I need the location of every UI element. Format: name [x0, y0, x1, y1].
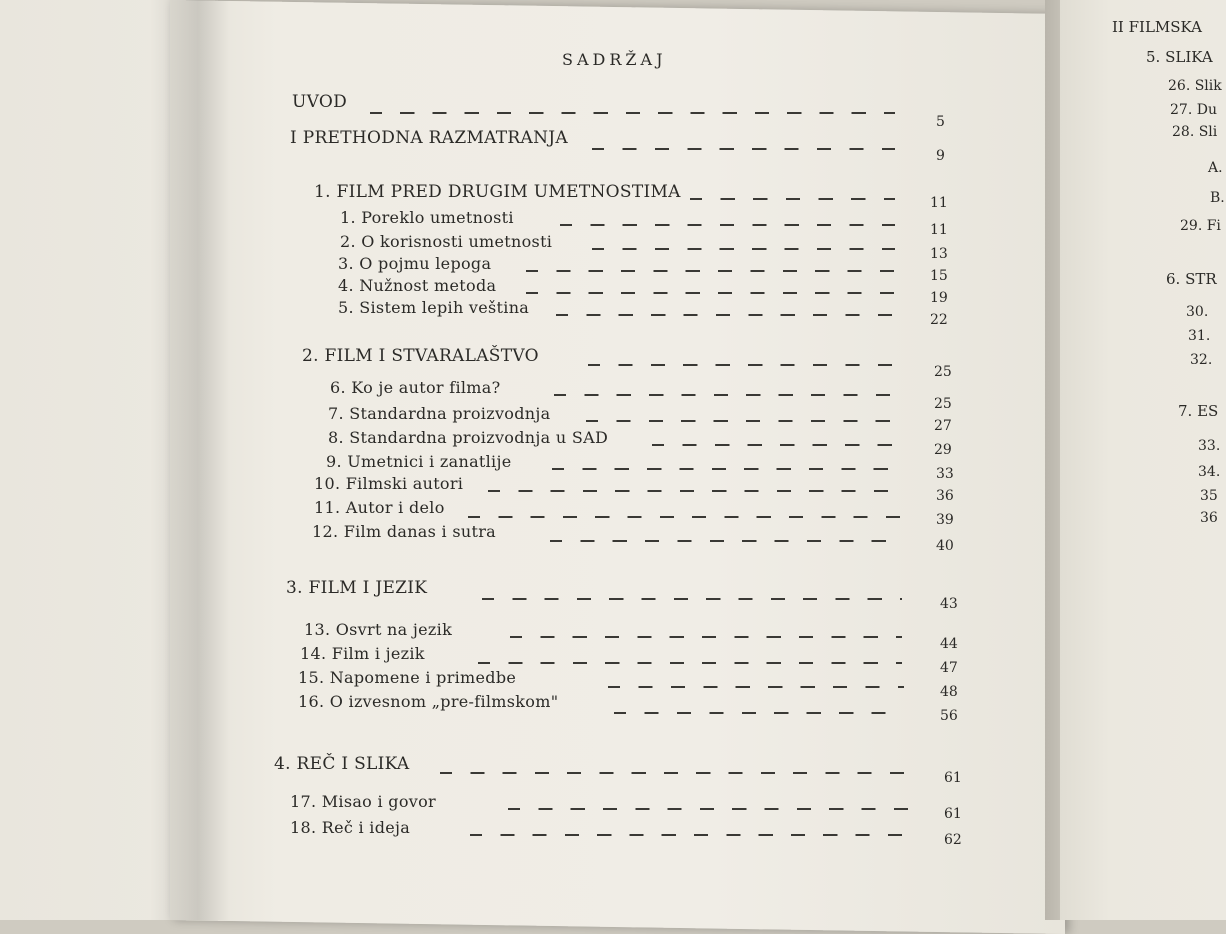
toc-entry-label: 6. Ko je autor filma? [330, 378, 501, 397]
leader-dashes [526, 270, 896, 272]
toc-entry-label: 4. REČ I SLIKA [274, 754, 410, 774]
leader-dashes [482, 598, 902, 600]
right-page-line: 26. Slik [1168, 78, 1222, 94]
toc-page-number: 36 [936, 488, 954, 504]
toc-entry-label: 4. Nužnost metoda [338, 276, 497, 295]
toc-page-number: 39 [936, 512, 954, 528]
toc-entry-label: 10. Filmski autori [314, 474, 464, 493]
toc-page-number: 47 [940, 660, 958, 676]
toc-page-number: 11 [930, 222, 948, 238]
toc-entry-label: 14. Film i jezik [300, 644, 425, 663]
right-page-line: 29. Fi [1180, 218, 1221, 234]
toc-page-number: 22 [930, 312, 948, 328]
leader-dashes [554, 394, 896, 396]
toc-page-number: 44 [940, 636, 958, 652]
right-page-line: B. [1210, 190, 1225, 206]
toc-entry-label: 16. O izvesnom „pre-filmskom" [298, 692, 559, 711]
right-page-line: 35 [1200, 488, 1218, 504]
leader-dashes [488, 490, 898, 492]
toc-page-number: 56 [940, 708, 958, 724]
toc-page-number: 25 [934, 364, 952, 380]
right-page-line: 33. [1198, 438, 1221, 454]
toc-entry-label: 12. Film danas i sutra [312, 522, 496, 541]
leader-dashes [588, 364, 896, 366]
toc-entry-label: 2. O korisnosti umetnosti [340, 232, 553, 251]
toc-page-number: 61 [944, 806, 962, 822]
leader-dashes [526, 292, 896, 294]
leader-dashes [614, 712, 904, 714]
toc-page-number: 29 [934, 442, 952, 458]
toc-entry-label: 17. Misao i govor [290, 792, 436, 811]
toc-page-number: 9 [936, 148, 945, 164]
right-page-line: 32. [1190, 352, 1213, 368]
toc-page-number: 62 [944, 832, 962, 848]
page-title: SADRŽAJ [562, 50, 667, 69]
leader-dashes [470, 834, 910, 836]
leader-dashes [690, 198, 895, 200]
right-page-line: A. [1208, 160, 1223, 176]
leader-dashes [560, 224, 895, 226]
toc-entry-label: 3. FILM I JEZIK [286, 578, 428, 598]
toc-page-number: 40 [936, 538, 954, 554]
leader-dashes [592, 248, 895, 250]
toc-page-number: 33 [936, 466, 954, 482]
leader-dashes [652, 444, 898, 446]
toc-entry-label: I PRETHODNA RAZMATRANJA [290, 128, 568, 148]
toc-page-number: 11 [930, 195, 948, 211]
leader-dashes [556, 314, 896, 316]
toc-entry-label: 8. Standardna proizvodnja u SAD [328, 428, 609, 447]
toc-entry-label: 3. O pojmu lepoga [338, 254, 492, 273]
toc-page-number: 5 [936, 114, 945, 130]
toc-entry-label: 1. FILM PRED DRUGIM UMETNOSTIMA [314, 182, 681, 202]
leader-dashes [440, 772, 906, 774]
toc-entry-label: 15. Napomene i primedbe [298, 668, 517, 687]
toc-entry-label: 2. FILM I STVARALAŠTVO [302, 346, 539, 366]
toc-entry-label: UVOD [292, 92, 348, 112]
right-page-line: 36 [1200, 510, 1218, 526]
leader-dashes [370, 112, 895, 114]
right-page-line: 30. [1186, 304, 1209, 320]
leader-dashes [586, 420, 896, 422]
toc-page-number: 27 [934, 418, 952, 434]
leader-dashes [608, 686, 904, 688]
leader-dashes [592, 148, 895, 150]
toc-entry-label: 11. Autor i delo [314, 498, 445, 517]
toc-page-number: 19 [930, 290, 948, 306]
right-page-line: 7. ES [1178, 402, 1219, 420]
leader-dashes [510, 636, 902, 638]
right-page-line: 28. Sli [1172, 124, 1218, 140]
leader-dashes [550, 540, 900, 542]
leader-dashes [552, 468, 898, 470]
leader-dashes [478, 662, 902, 664]
leader-dashes [508, 808, 908, 810]
toc-page-number: 13 [930, 246, 948, 262]
right-page-line: II FILMSKA [1112, 18, 1202, 36]
right-page-line: 6. STR [1166, 270, 1217, 288]
toc-page-number: 61 [944, 770, 962, 786]
toc-entry-label: 7. Standardna proizvodnja [328, 404, 551, 423]
right-page-line: 34. [1198, 464, 1221, 480]
toc-entry-label: 18. Reč i ideja [290, 818, 411, 837]
toc-page-number: 15 [930, 268, 948, 284]
right-page-line: 5. SLIKA [1146, 48, 1213, 66]
leader-dashes [468, 516, 900, 518]
toc-entry-label: 1. Poreklo umetnosti [340, 208, 514, 227]
toc-page-number: 25 [934, 396, 952, 412]
toc-entry-label: 13. Osvrt na jezik [304, 620, 453, 639]
toc-entry-label: 9. Umetnici i zanatlije [326, 452, 512, 471]
toc-entry-label: 5. Sistem lepih veština [338, 298, 530, 317]
toc-page-number: 43 [940, 596, 958, 612]
toc-page-number: 48 [940, 684, 958, 700]
right-page-line: 27. Du [1170, 102, 1217, 118]
right-page-line: 31. [1188, 328, 1211, 344]
